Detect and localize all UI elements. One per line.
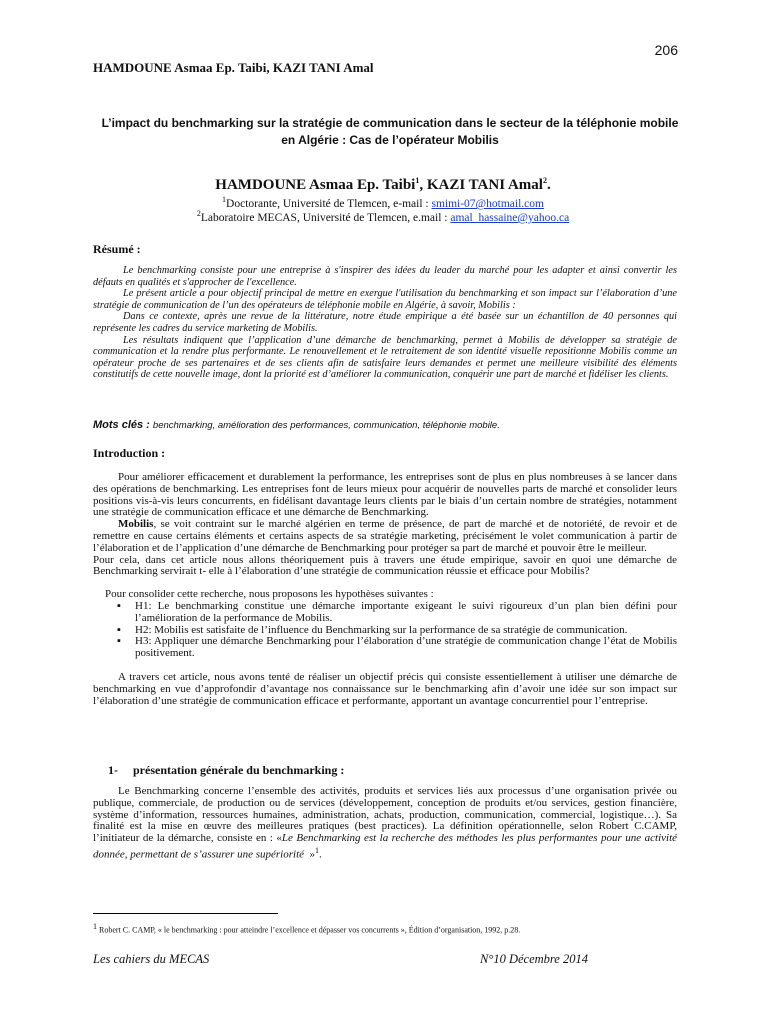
hypothesis-2: ▪ H2: Mobilis est satisfaite de l’influence du Benchmarking sur la performance de sa stratégie de communication. (115, 625, 677, 637)
author-1-sup: 1 (415, 176, 420, 185)
aff1-text: Doctorante, Université de Tlemcen, e-mail : (226, 197, 432, 210)
section-1-number: 1- (108, 763, 118, 777)
footnote-sup: 1 (93, 922, 97, 931)
section-1-title (108, 763, 344, 778)
quote-end: » (309, 848, 316, 861)
intro-paragraph-3: Pour cela, dans cet article nous allons théoriquement puis à travers une étude empirique, savoir en quoi une démarche de Benchmarking servirait t- elle à l’élaboration d’une stratégie de communication réussie et efficace pour Mobilis? (93, 553, 677, 578)
author-separator: , (419, 177, 427, 193)
keywords-label: Mots clés : (93, 419, 153, 431)
author-2: KAZI TANI Amal (426, 177, 543, 193)
abstract-paragraph-2: Le présent article a pour objectif principal de mettre en exergue l'utilisation du benchmarking et son impact sur l’élaboration d’une stratégie de communication de l’un des opérateurs de téléphonie mobile en Algérie, à savoir, Mobilis : (93, 288, 677, 311)
abstract-paragraph-4: Les résultats indiquent que l’application d’une démarche de benchmarking, permet à Mobilis de développer sa stratégie de communication et la rendre plus performante. Le renouvellement et le retraitement de son identité visuelle repositionne Mobilis comme un opérateur proche de ses partenaires et de ses clients afin de satisfaire leurs demandes et permet une meilleure visibilité des éléments constitutifs de cette nouvelle image, dont la priorité est d’améliorer la communication, conquérir une part de marché et fidéliser les clients. (93, 334, 677, 381)
footnote-rule (93, 913, 278, 914)
section-1-text: Le Benchmarking concerne l’ensemble des activités, produits et services liés aux processus d’une organisation privée ou publique, commerciale, de production ou de services (développement, conception de produits et/ou services, gestion financière, système d’information, ressources humaines, administration, achats, production, communication, commercial, logistique…). Sa finalité est la mise en œuvre des meilleures pratiques (best practices). La définition opérationnelle, selon Robert C.CAMP, l’initiateur de la démarche, consiste en : « (93, 785, 677, 845)
footnote-ref: 1 (315, 845, 320, 855)
affiliation-2 (93, 207, 673, 225)
camp-quote: Le Benchmarking est la recherche des méthodes les plus performantes pour une activité donnée, permettant de s’assurer une supériorité (93, 832, 678, 861)
aff2-sup: 2 (196, 209, 201, 218)
intro-paragraph-2 (93, 519, 677, 554)
aff2-text: Laboratoire MECAS, Université de Tlemcen, e.mail : (200, 211, 451, 224)
intro-p2-bold: Mobilis (118, 518, 154, 531)
footnote-text: Robert C. CAMP, « le benchmarking : pour atteindre l’excellence et dépasser vos concurrents », Édition d’organisation, 1992, p.28. (97, 925, 521, 935)
footnote (93, 922, 520, 935)
hypothesis-3: ▪ H3: Appliquer une démarche Benchmarking pour l’élaboration d’une stratégie de communication change l’état de Mobilis positivement. (115, 636, 677, 660)
hypotheses-intro: Pour consolider cette recherche, nous proposons les hypothèses suivantes : (105, 588, 434, 601)
section-1-end: . (319, 848, 322, 861)
abstract-body (93, 265, 677, 381)
introduction-heading: Introduction : (93, 446, 166, 460)
aff2-email-link[interactable]: amal_hassaine@yahoo.ca (450, 211, 570, 224)
keywords-text: benchmarking, amélioration des performances, communication, téléphonie mobile. (152, 420, 500, 431)
section-1-label: présentation générale du benchmarking : (133, 763, 345, 777)
running-head: HAMDOUNE Asmaa Ep. Taibi, KAZI TANI Amal (93, 60, 374, 75)
hypotheses-list (93, 601, 677, 660)
introduction-body (93, 472, 677, 707)
abstract-heading: Résumé : (93, 242, 141, 256)
intro-p2-rest: , se voit contraint sur le marché algérien en terme de présence, de part de marché et de notoriété, de revoir et de remettre en cause certains éléments et certains aspects de sa stratégie marketing, précisément le volet communication à partir de l’élaboration et de l’application d’une démarche de Benchmarking pour protéger sa part de marché et pouvoir être le meilleur. (93, 518, 677, 554)
intro-paragraph-4: A travers cet article, nous avons tenté de réaliser un objectif précis qui consiste essentiellement à utiliser une démarche de benchmarking en vue d’approfondir d’avantage nos connaissance sur le benchmarking afin d’avoir une idée sur son impact sur l’élaboration d’une stratégie de communication efficace et performante, apportant un avantage concurrentiel pour l’entreprise. (93, 670, 677, 707)
page-number: 206 (654, 42, 678, 58)
abstract-paragraph-1: Le benchmarking consiste pour une entreprise à s'inspirer des idées du leader du marché pour les adapter et ainsi convertir les défauts en qualités et s'approcher de l'excellence. (93, 265, 677, 288)
section-1-body (93, 786, 677, 861)
aff1-email-link[interactable]: smimi-07@hotmail.com (431, 197, 544, 210)
hypothesis-1: ▪ H1: Le benchmarking constitue une démarche importante exigeant le suivi rigoureux d’un plan bien défini pour l’amélioration de la performance de Mobilis. (115, 601, 677, 625)
author-1: HAMDOUNE Asmaa Ep. Taibi (215, 177, 416, 193)
author-2-sup: 2 (542, 176, 547, 185)
aff1-sup: 1 (222, 195, 227, 204)
abstract-paragraph-3: Dans ce contexte, après une revue de la littérature, notre étude empirique a été basée sur un échantillon de 40 personnes qui représente les cadres du service marketing de Mobilis. (93, 311, 677, 334)
authors (93, 176, 673, 194)
section-1-paragraph (93, 786, 677, 861)
intro-paragraph-1: Pour améliorer efficacement et durablement la performance, les entreprises sont de plus en plus nombreuses à se lancer dans des opérations de benchmarking. Les entreprises font de leurs mieux pour acquérir de nouvelles parts de marché et consolider leurs positions vis-à-vis leurs concurrents, en fidélisant davantage leurs clients par le biais d’un certain nombre de stratégies, notamment une stratégie de communication efficace et une démarche de Benchmarking. (93, 471, 677, 519)
authors-end: . (546, 177, 551, 193)
footer-issue: N°10 Décembre 2014 (480, 952, 588, 966)
footer-journal: Les cahiers du MECAS (93, 952, 210, 966)
paper-title: L’impact du benchmarking sur la stratégie de communication dans le secteur de la téléphonie mobile en Algérie : Cas de l’opérateur Mobilis (101, 116, 679, 147)
keywords (93, 419, 677, 431)
